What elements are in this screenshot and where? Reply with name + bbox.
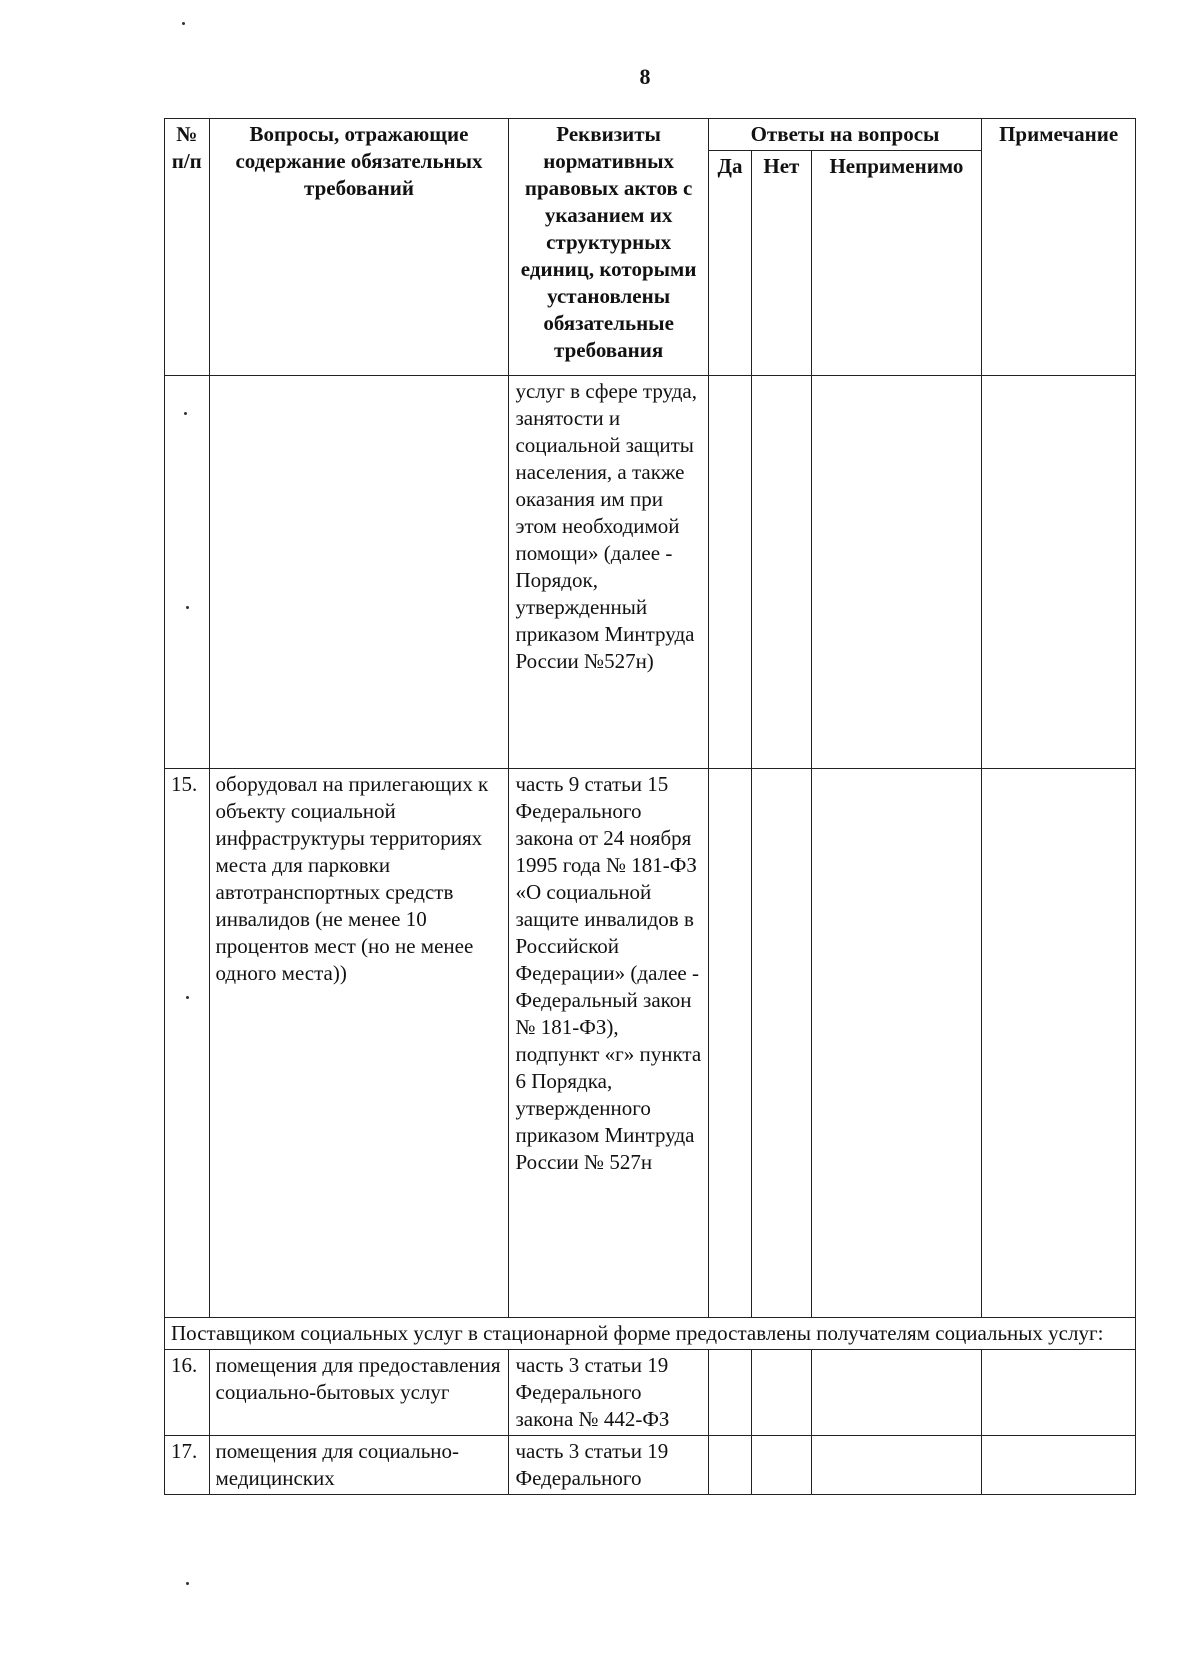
row-requisites: часть 3 статьи 19 Федерального закона № 442-ФЗ (509, 1350, 708, 1436)
answer-na-cell[interactable] (811, 769, 982, 1318)
scan-speck (186, 996, 189, 999)
header-note: Примечание (982, 119, 1136, 376)
header-num: № п/п (165, 119, 210, 376)
header-na: Неприменимо (811, 151, 982, 376)
answer-yes-cell[interactable] (708, 769, 751, 1318)
answer-no-cell[interactable] (752, 769, 811, 1318)
header-questions: Вопросы, отражающие содержание обязательных требований (209, 119, 509, 376)
row-num: 15. (165, 769, 210, 1318)
note-cell[interactable] (982, 1350, 1136, 1436)
header-answers: Ответы на вопросы (708, 119, 982, 151)
table-row (165, 1436, 1136, 1495)
answer-na-cell[interactable] (811, 376, 982, 769)
answer-no-cell[interactable] (752, 376, 811, 769)
row-requisites: часть 3 статьи 19 Федерального (509, 1436, 708, 1495)
note-cell[interactable] (982, 1436, 1136, 1495)
header-no: Нет (752, 151, 811, 376)
scan-speck (182, 22, 185, 25)
answer-yes-cell[interactable] (708, 1350, 751, 1436)
answer-na-cell[interactable] (811, 1350, 982, 1436)
note-cell[interactable] (982, 769, 1136, 1318)
row-num: 17. (165, 1436, 210, 1495)
table-row (165, 1350, 1136, 1436)
page-number: 8 (639, 64, 651, 89)
table-row (165, 769, 1136, 1318)
note-cell[interactable] (982, 376, 1136, 769)
row-num (165, 376, 210, 769)
row-requisites: часть 9 статьи 15 Федерального закона от 24 ноября 1995 года № 181-ФЗ «О социальной защите инвалидов в Российской Федерации» (далее - Федеральный закон № 181-ФЗ), подпункт «г» пункта 6 Порядка, утвержденного приказом Минтруда России № 527н (509, 769, 708, 1318)
answer-yes-cell[interactable] (708, 1436, 751, 1495)
scan-speck (186, 606, 189, 609)
header-row (165, 119, 1136, 151)
table-row (165, 376, 1136, 769)
checklist-table (164, 118, 1136, 1495)
row-question: оборудовал на прилегающих к объекту социальной инфраструктуры территориях места для парковки автотранспортных средств инвалидов (не менее 10 процентов мест (но не менее одного места)) (209, 769, 509, 1318)
scan-speck (186, 1582, 189, 1585)
header-requisites: Реквизиты нормативных правовых актов с указанием их структурных единиц, которыми установлены обязательные требования (509, 119, 708, 376)
row-requisites: услуг в сфере труда, занятости и социальной защиты населения, а также оказания им при этом необходимой помощи» (далее - Порядок, утвержденный приказом Минтруда России №527н) (509, 376, 708, 769)
row-question: помещения для социально-медицинских (209, 1436, 509, 1495)
scan-speck (184, 412, 187, 415)
section-title: Поставщиком социальных услуг в стационарной форме предоставлены получателям социальных услуг: (165, 1318, 1136, 1350)
answer-yes-cell[interactable] (708, 376, 751, 769)
header-yes: Да (708, 151, 751, 376)
row-question: помещения для предоставления социально-бытовых услуг (209, 1350, 509, 1436)
answer-na-cell[interactable] (811, 1436, 982, 1495)
row-question (209, 376, 509, 769)
row-num: 16. (165, 1350, 210, 1436)
section-row (165, 1318, 1136, 1350)
answer-no-cell[interactable] (752, 1350, 811, 1436)
answer-no-cell[interactable] (752, 1436, 811, 1495)
